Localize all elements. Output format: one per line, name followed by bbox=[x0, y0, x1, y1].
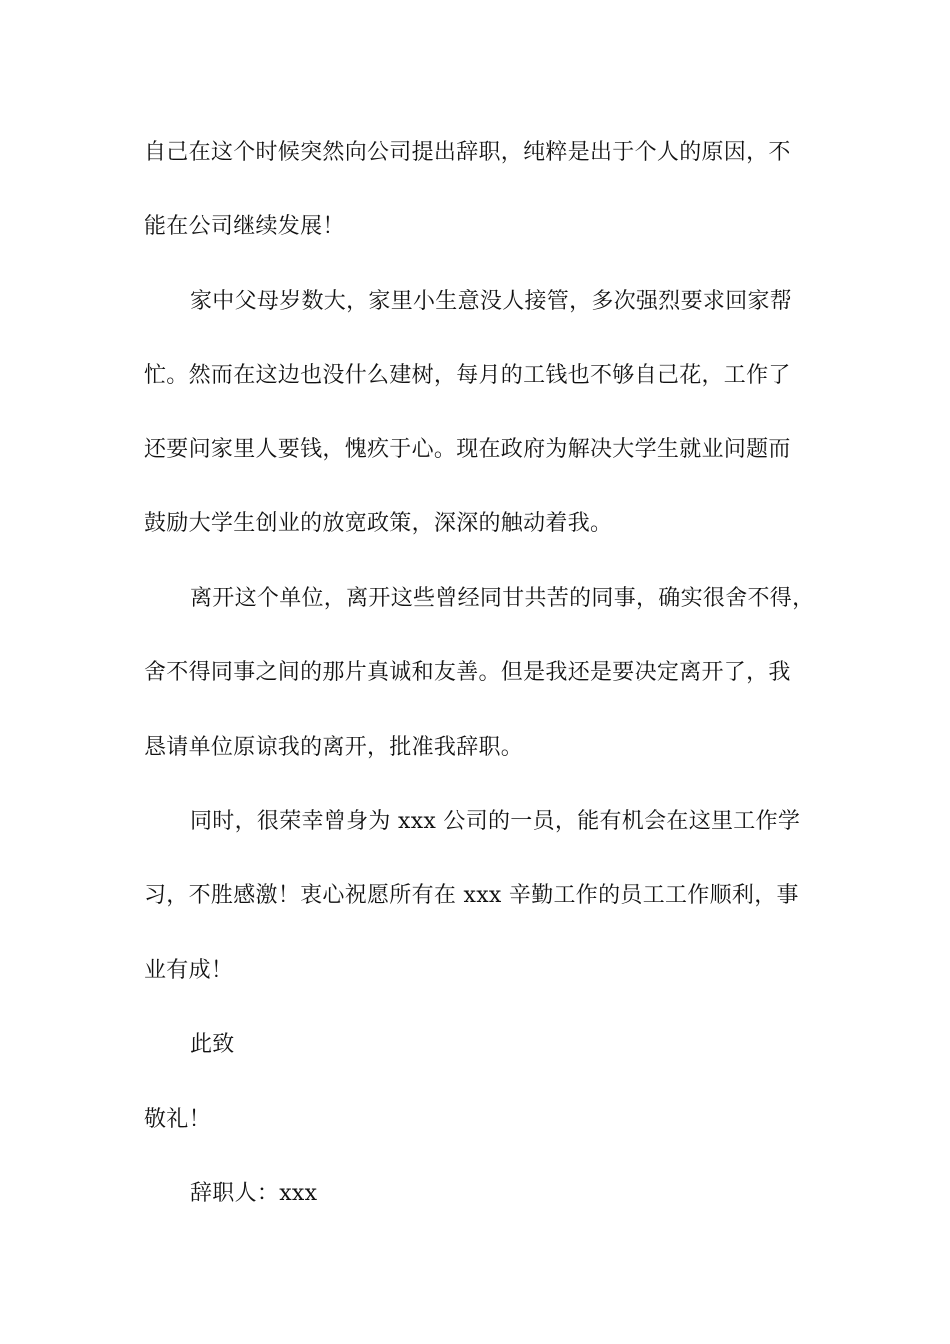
text-line: 能在公司继续发展！ bbox=[144, 214, 345, 239]
paragraph-start-line: 离开这个单位，离开这些曾经同甘共苦的同事，确实很舍不得， bbox=[190, 586, 815, 611]
paragraph-start-line: 同时，很荣幸曾身为 xxx 公司的一员，能有机会在这里工作学 bbox=[190, 809, 801, 834]
text-line: 忙。然而在这边也没什么建树，每月的工钱也不够自己花，工作了 bbox=[144, 363, 791, 388]
text-line: 恳请单位原谅我的离开，批准我辞职。 bbox=[144, 735, 524, 760]
text-line: 舍不得同事之间的那片真诚和友善。但是我还是要决定离开了，我 bbox=[144, 660, 791, 685]
text-line: 自己在这个时候突然向公司提出辞职，纯粹是出于个人的原因，不 bbox=[144, 140, 791, 165]
text-line: 习，不胜感激！衷心祝愿所有在 xxx 辛勤工作的员工工作顺利，事 bbox=[144, 883, 799, 908]
closing-salutation: 此致 bbox=[190, 1032, 235, 1057]
text-line: 鼓励大学生创业的放宽政策，深深的触动着我。 bbox=[144, 511, 613, 536]
text-line: 还要问家里人要钱，愧疚于心。现在政府为解决大学生就业问题而 bbox=[144, 437, 791, 462]
signature-line: 辞职人：xxx bbox=[190, 1181, 318, 1206]
paragraph-start-line: 家中父母岁数大，家里小生意没人接管，多次强烈要求回家帮 bbox=[190, 289, 793, 314]
closing-regards: 敬礼！ bbox=[144, 1107, 211, 1132]
text-line: 业有成！ bbox=[144, 958, 234, 983]
